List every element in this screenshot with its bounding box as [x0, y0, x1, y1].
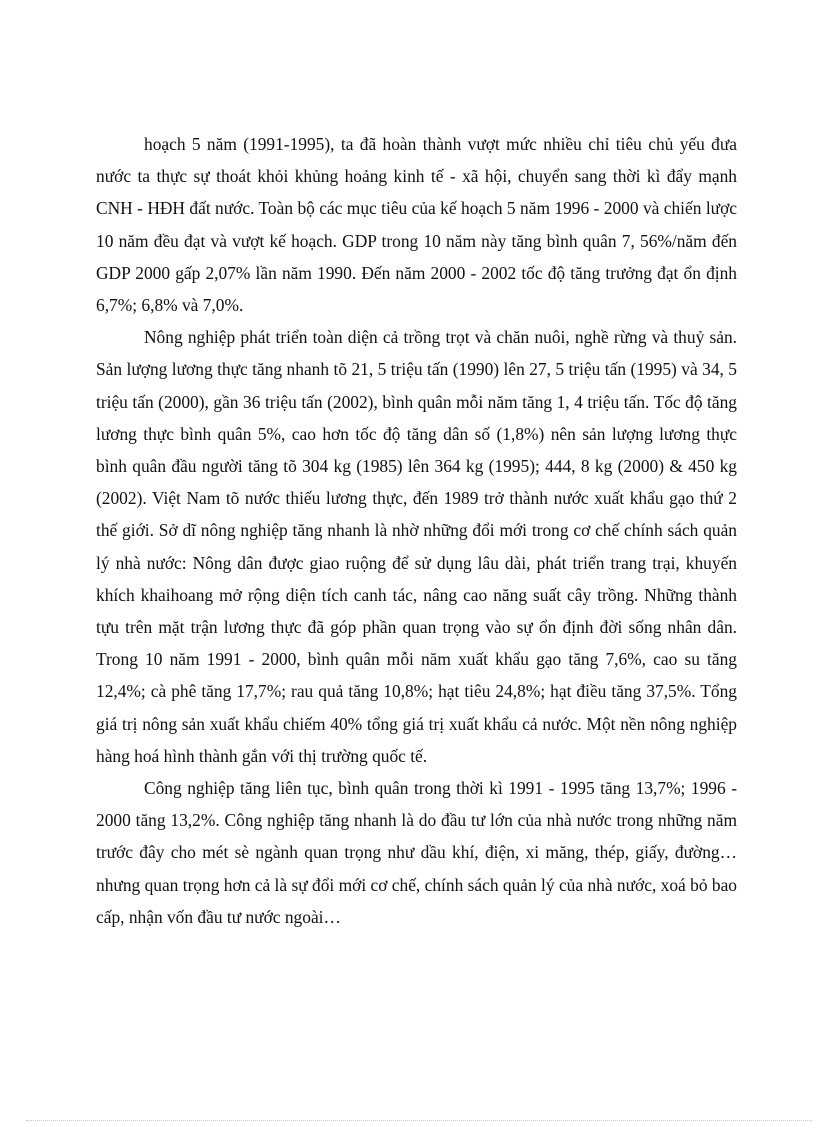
paragraph-agriculture: Nông nghiệp phát triển toàn diện cả trồng trọt và chăn nuôi, nghề rừng và thuỷ sản. Sản lượng lương thực tăng nhanh tõ 21, 5 triệu tấn (1990) lên 27, 5 triệu tấn (1995) và 34, 5 triệu tấn (2000), gần 36 triệu tấn (2002), bình quân mỗi năm tăng 1, 4 triệu tấn. Tốc độ tăng lương thực bình quân 5%, cao hơn tốc độ tăng dân số (1,8%) nên sản lượng lương thực bình quân đầu người tăng tõ 304 kg (1985) lên 364 kg (1995); 444, 8 kg (2000) & 450 kg (2002). Việt Nam tõ nước thiếu lương thực, đến 1989 trở thành nước xuất khẩu gạo thứ 2 thế giới. Sở dĩ nông nghiệp tăng nhanh là nhờ những đổi mới trong cơ chế chính sách quản lý nhà nước: Nông dân được giao ruộng để sử dụng lâu dài, phát triển trang trại, khuyến khích khaihoang mở rộng diện tích canh tác, nâng cao năng suất cây trồng. Những thành tựu trên mặt trận lương thực đã góp phần quan trọng vào sự ổn định đời sống nhân dân. Trong 10 năm 1991 - 2000, bình quân mỗi năm xuất khẩu gạo tăng 7,6%, cao su tăng 12,4%; cà phê tăng 17,7%; rau quả tăng 10,8%; hạt tiêu 24,8%; hạt điều tăng 37,5%. Tổng giá trị nông sản xuất khẩu chiếm 40% tổng giá trị xuất khẩu cả nước. Một nền nông nghiệp hàng hoá hình thành gắn với thị trường quốc tế.: [96, 327, 737, 766]
body-text: [96, 128, 737, 933]
paragraph-economic-plan: hoạch 5 năm (1991-1995), ta đã hoàn thành vượt mức nhiều chỉ tiêu chủ yếu đưa nước ta thực sự thoát khỏi khủng hoảng kinh tế - xã hội, chuyển sang thời kì đẩy mạnh CNH - HĐH đất nước. Toàn bộ các mục tiêu của kế hoạch 5 năm 1996 - 2000 và chiến lược 10 năm đều đạt và vượt kế hoạch. GDP trong 10 năm này tăng bình quân 7, 56%/năm đến GDP 2000 gấp 2,07% lần năm 1990. Đến năm 2000 - 2002 tốc độ tăng trưởng đạt ổn định 6,7%; 6,8% và 7,0%.: [96, 134, 737, 316]
paragraph-industry: Công nghiệp tăng liên tục, bình quân trong thời kì 1991 - 1995 tăng 13,7%; 1996 - 2000 tăng 13,2%. Công nghiệp tăng nhanh là do đầu tư lớn của nhà nước trong những năm trước đây cho mét sè ngành quan trọng như dầu khí, điện, xi măng, thép, giấy, đường… nhưng quan trọng hơn cả là sự đổi mới cơ chế, chính sách quản lý của nhà nước, xoá bỏ bao cấp, nhận vốn đầu tư nước ngoài…: [96, 778, 737, 927]
page-bottom-border: [26, 1120, 812, 1121]
